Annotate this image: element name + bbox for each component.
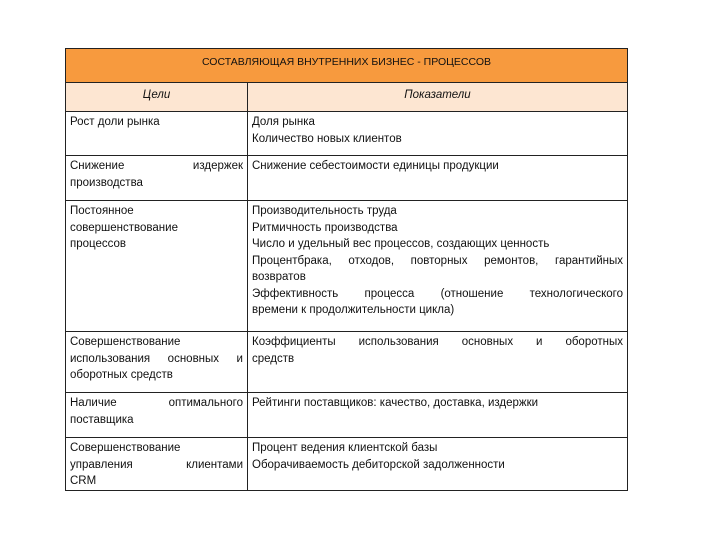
goal-line: Совершенствование bbox=[70, 336, 181, 348]
goal-line: Постоянное bbox=[70, 205, 134, 217]
indicators-cell bbox=[248, 156, 628, 201]
indicator-line: Процентбрака, отходов, повторных ремонтов, гарантийных bbox=[252, 254, 623, 267]
indicator-line: возвратов bbox=[252, 271, 306, 283]
table-row bbox=[66, 438, 628, 491]
goal-line: Снижение издержек bbox=[70, 160, 243, 172]
indicators-cell bbox=[248, 201, 628, 332]
indicator-line: средств bbox=[252, 352, 295, 365]
goal-cell bbox=[66, 438, 248, 491]
column-header-goals: Цели bbox=[66, 83, 248, 112]
goal-line: производства bbox=[70, 176, 143, 189]
goal-cell bbox=[66, 112, 248, 156]
goal-line: совершенствование bbox=[70, 221, 178, 234]
goal-line: оборотных средств bbox=[70, 369, 173, 381]
indicator-line: Эффективность процесса (отношение технологического bbox=[252, 287, 623, 300]
column-header-indicators: Показатели bbox=[248, 83, 628, 112]
title-row bbox=[66, 49, 628, 83]
indicator-line: Производительность труда bbox=[252, 205, 397, 217]
goal-cell bbox=[66, 393, 248, 438]
goal-line: поставщика bbox=[70, 413, 134, 426]
column-header-row bbox=[66, 83, 628, 112]
indicators-cell bbox=[248, 438, 628, 491]
indicator-line: Количество новых клиентов bbox=[252, 132, 402, 145]
indicator-line: Оборачиваемость дебиторской задолженности bbox=[252, 458, 505, 471]
table-title: СОСТАВЛЯЮЩАЯ ВНУТРЕННИХ БИЗНЕС - ПРОЦЕССОВ bbox=[66, 49, 628, 83]
goal-cell bbox=[66, 332, 248, 393]
goal-cell bbox=[66, 156, 248, 201]
indicator-line: Число и удельный вес процессов, создающих ценность bbox=[252, 238, 550, 250]
goal-line: Наличие оптимального bbox=[70, 397, 243, 409]
indicator-line: Процент ведения клиентской базы bbox=[252, 442, 438, 454]
indicators-cell bbox=[248, 332, 628, 393]
table-row bbox=[66, 393, 628, 438]
goal-line: использования основных и bbox=[70, 352, 243, 365]
goal-cell bbox=[66, 201, 248, 332]
goal-line: управления клиентами bbox=[70, 458, 243, 471]
goal-line: Совершенствование bbox=[70, 442, 181, 454]
indicator-line: времени к продолжительности цикла) bbox=[252, 304, 455, 316]
indicator-line: Коэффициенты использования основных и оборотных bbox=[252, 336, 623, 348]
goal-line: CRM bbox=[70, 475, 97, 487]
indicator-line: Снижение себестоимости единицы продукции bbox=[252, 160, 499, 172]
table-row bbox=[66, 156, 628, 201]
indicators-cell bbox=[248, 393, 628, 438]
indicator-line: Ритмичность производства bbox=[252, 221, 398, 234]
table-row bbox=[66, 112, 628, 156]
internal-processes-table bbox=[65, 48, 628, 491]
goal-line: процессов bbox=[70, 238, 127, 250]
indicators-cell bbox=[248, 112, 628, 156]
table-row bbox=[66, 332, 628, 393]
indicator-line: Доля рынка bbox=[252, 116, 315, 128]
goal-line: Рост доли рынка bbox=[70, 116, 160, 128]
indicator-line: Рейтинги поставщиков: качество, доставка, издержки bbox=[252, 397, 539, 409]
table-row bbox=[66, 201, 628, 332]
